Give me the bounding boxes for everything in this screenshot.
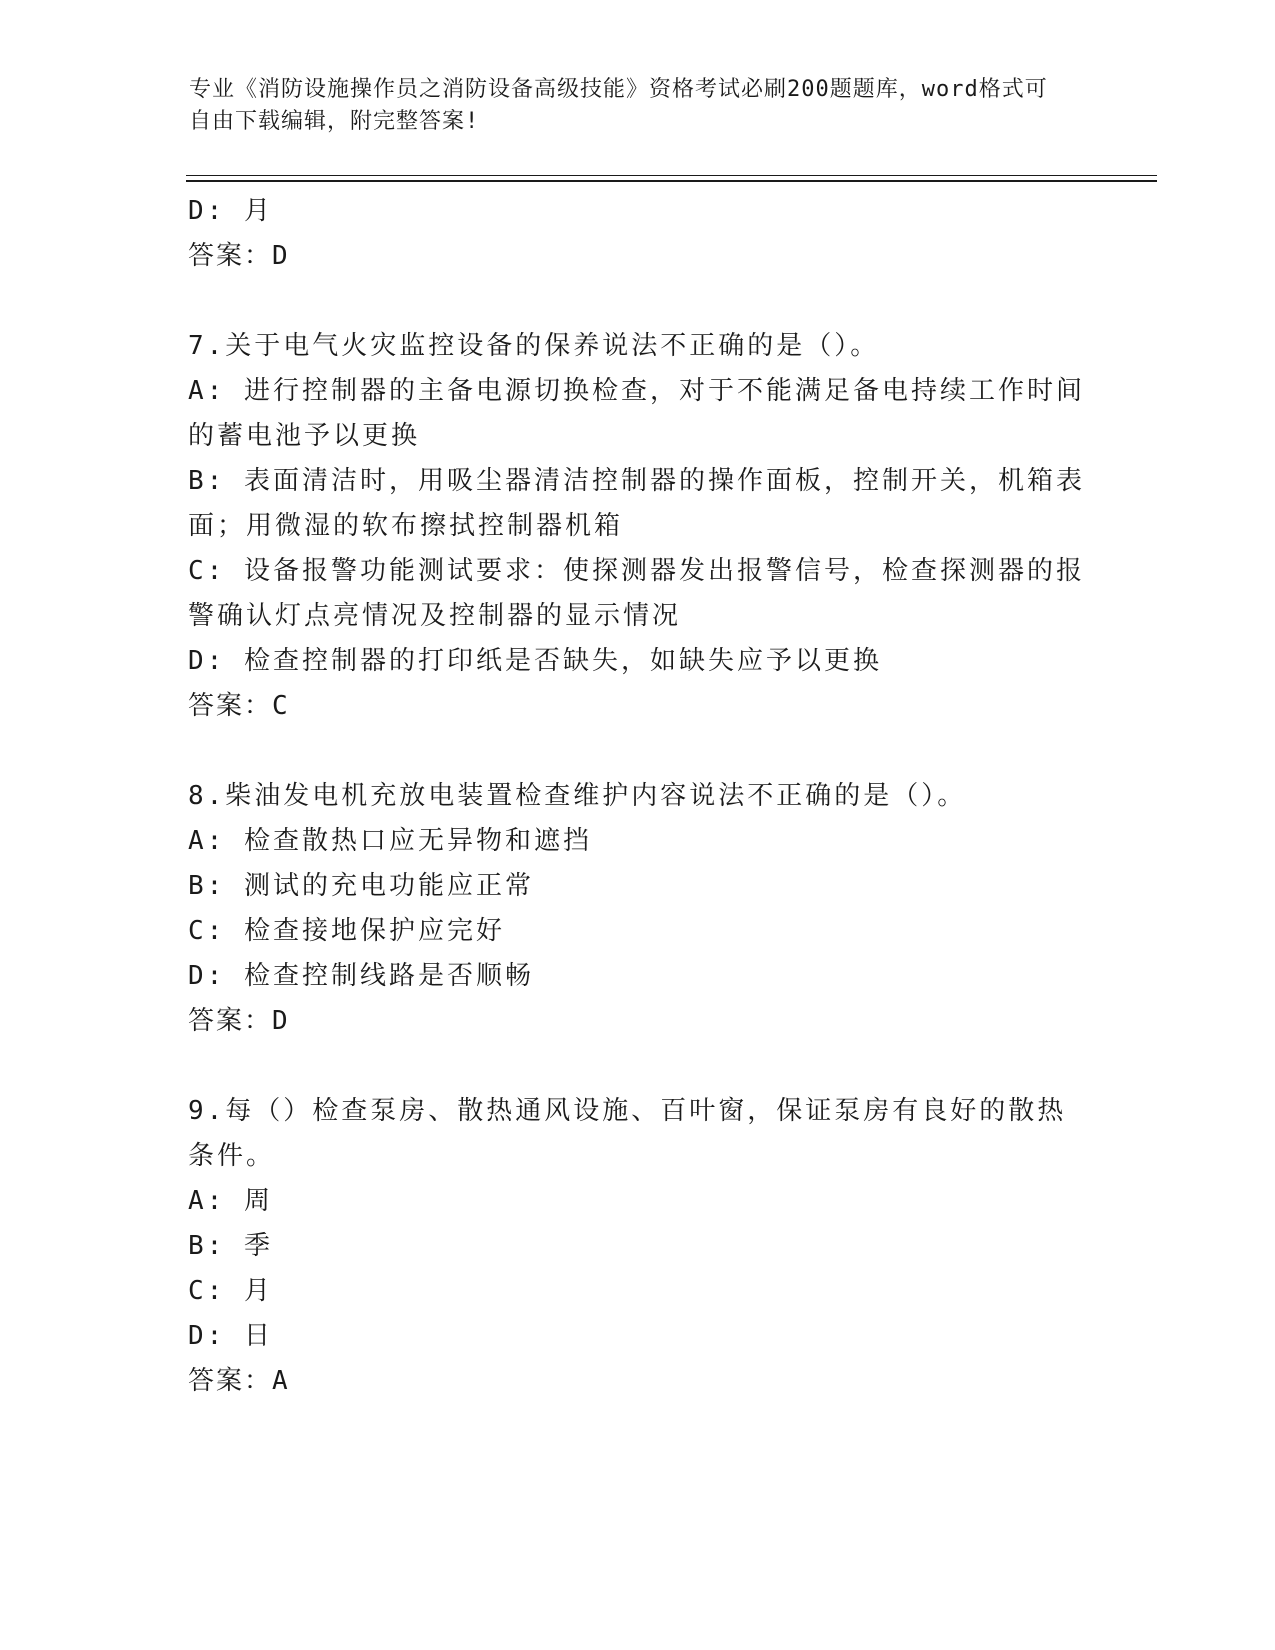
answer-value: C (272, 691, 290, 721)
option-c: C: 月 (188, 1276, 273, 1306)
question-stem: 8.柴油发电机充放电装置检查维护内容说法不正确的是（）。 (188, 781, 967, 811)
option-d: D: 检查控制器的打印纸是否缺失，如缺失应予以更换 (188, 646, 882, 676)
spacer (188, 279, 1088, 324)
document-header: 专业《消防设施操作员之消防设备高级技能》资格考试必刷200题题库，word格式可自由下载编辑，附完整答案! (189, 77, 1048, 134)
question-7 (188, 324, 1088, 729)
option-b: B: 测试的充电功能应正常 (188, 871, 534, 901)
question-content (188, 189, 1088, 1404)
answer-value: A (272, 1366, 290, 1396)
answer-value: D (272, 241, 290, 271)
header-divider-thick (186, 180, 1157, 182)
answer-line (188, 234, 1088, 279)
answer-line (188, 999, 1088, 1044)
option-a: A: 周 (188, 1186, 273, 1216)
question-stem: 7.关于电气火灾监控设备的保养说法不正确的是（）。 (188, 331, 880, 361)
answer-label: 答案： (188, 1366, 273, 1396)
option-d: D: 检查控制线路是否顺畅 (188, 961, 534, 991)
option-a: A: 检查散热口应无异物和遮挡 (188, 826, 592, 856)
option-d: D: 月 (188, 196, 273, 226)
question-stem: 9.每（）检查泵房、散热通风设施、百叶窗，保证泵房有良好的散热条件。 (188, 1096, 1067, 1171)
answer-line (188, 1359, 1088, 1404)
spacer (188, 1044, 1088, 1089)
question-9 (188, 1089, 1088, 1404)
option-c: C: 设备报警功能测试要求：使探测器发出报警信号，检查探测器的报警确认灯点亮情况及控制器的显示情况 (188, 556, 1085, 631)
option-d: D: 日 (188, 1321, 273, 1351)
option-b: B: 季 (188, 1231, 273, 1261)
answer-label: 答案： (188, 691, 273, 721)
answer-line (188, 684, 1088, 729)
option-c: C: 检查接地保护应完好 (188, 916, 505, 946)
answer-label: 答案： (188, 241, 273, 271)
option-a: A: 进行控制器的主备电源切换检查，对于不能满足备电持续工作时间的蓄电池予以更换 (188, 376, 1085, 451)
answer-value: D (272, 1006, 290, 1036)
option-b: B: 表面清洁时，用吸尘器清洁控制器的操作面板，控制开关，机箱表面；用微湿的软布擦拭控制器机箱 (188, 466, 1085, 541)
question-8 (188, 774, 1088, 1044)
answer-label: 答案： (188, 1006, 273, 1036)
header-divider-thin (186, 175, 1157, 176)
spacer (188, 729, 1088, 774)
